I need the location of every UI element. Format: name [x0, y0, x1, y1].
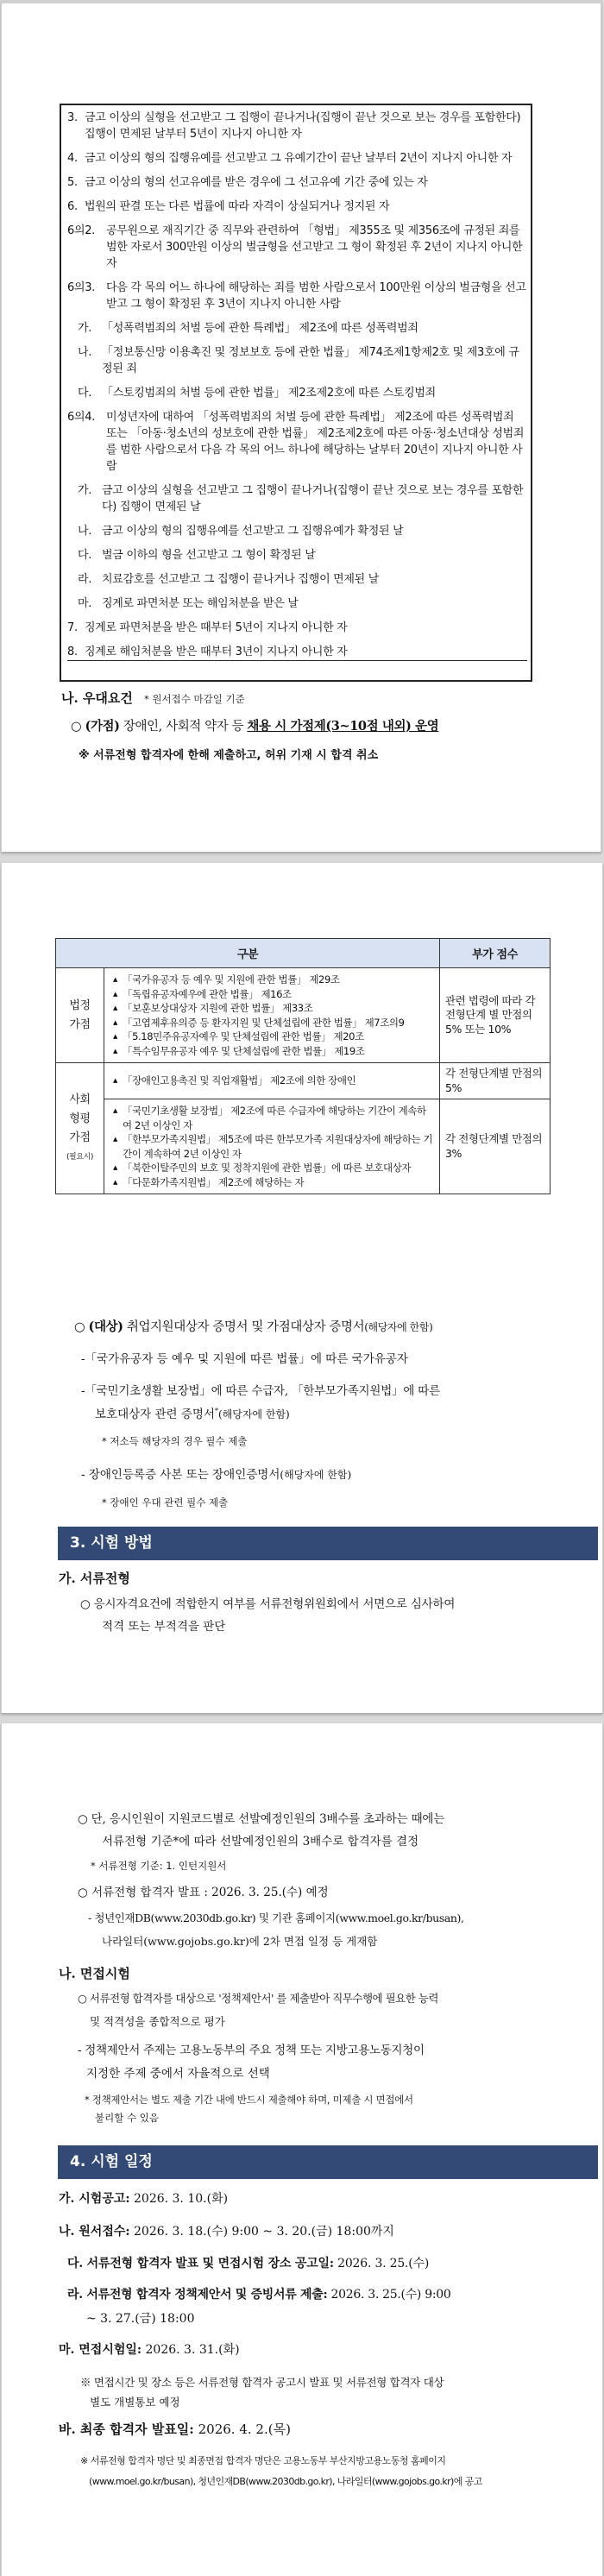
final-announcement-note: ※ 서류전형 합격자 명단 및 최종면접 합격자 명단은 고용노동부 부산지방고용노동청 홈페이지 — [80, 2455, 446, 2466]
table-row — [56, 1063, 551, 1099]
disqualification-subitem: 나. 금고 이상의 형의 집행유예를 선고받고 그 집행유예가 확정된 날 — [78, 525, 404, 538]
schedule-item: 다. 서류전형 합격자 발표 및 면접시험 장소 공고일: 2026. 3. 25.(수) — [67, 2257, 430, 2271]
circle-bullet-icon: ○ — [74, 1320, 85, 1334]
section-header-exam-method: 3. 시험 방법 — [58, 1527, 598, 1560]
screening-note: 서류전형 기준*에 따라 선발예정인원의 3배수로 합격자를 결정 — [102, 1835, 419, 1849]
law-item: ▲ 「특수임무유공자 예우 및 단체설립에 관한 법률」 제19조 — [113, 1044, 434, 1059]
target-bullet: ○ (대상) 취업지원대상자 증명서 및 가점대상자 증명서(해당자에 한함) — [74, 1319, 433, 1334]
score-cell: 각 전형단계별 만점의 5% — [440, 1063, 551, 1099]
interview-line: ○ 서류전형 합격자를 대상으로 '정책제안서' 를 제출받아 직무수행에 필요한 능력 — [78, 1992, 438, 2005]
law-item: ▲ 「5.18민주유공자예우 및 단체설립에 관한 법률」 제20조 — [113, 1030, 434, 1044]
preference-bullet: ○ (가점) 장애인, 사회적 약자 등 채용 시 가점제(3~10점 내외) 운영 — [71, 719, 439, 734]
schedule-item: 가. 시험공고: 2026. 3. 10.(화) — [59, 2192, 229, 2206]
score-cell: 각 전형단계별 만점의 3% — [440, 1099, 551, 1194]
interview-schedule-note: ※ 면접시간 및 장소 등은 서류전형 합격자 공고시 발표 및 서류전형 합격자 대상 — [80, 2376, 444, 2389]
table-header-score: 부가 점수 — [440, 939, 551, 968]
preference-underlined-text: 채용 시 가점제(3~10점 내외) 운영 — [247, 719, 439, 734]
screening-announcement-sites-cont: 나라일터(www.gojobs.go.kr)에 2차 면접 일정 등 게재함 — [102, 1935, 378, 1948]
disqualification-subitem: 마. 징계로 파면처분 또는 해임처분을 받은 날 — [78, 597, 299, 610]
table-row — [56, 1099, 551, 1194]
schedule-item: 나. 원서접수: 2026. 3. 18.(수) 9:00 ~ 3. 20.(금) 18:00까지 — [59, 2225, 394, 2239]
laws-cell — [104, 968, 440, 1063]
disqualification-item: 5. 금고 이상의 형의 선고유예를 받은 경우에 그 선고유예 기간 중에 있는 자 — [67, 176, 428, 189]
law-item: ▲ 「국민기초생활 보장법」 제2조에 따른 수급자에 해당하는 기간이 계속하여 2년 이상인 자 — [113, 1104, 434, 1132]
target-item-cont: 보호대상자 관련 증명서*(해당자에 한함) — [95, 1407, 290, 1421]
schedule-item-cont: ~ 3. 27.(금) 18:00 — [86, 2312, 195, 2326]
law-item: ▲ 「보훈보상대상자 지원에 관한 법률」 제33조 — [113, 1001, 434, 1016]
preference-heading: 나. 우대요건 — [61, 690, 133, 706]
disqualification-item: 6의2. 공무원으로 재직기간 중 직무와 관련하여 「형법」 제355조 및 제356조에 규정된 죄를 범한 자로서 300만원 이상의 벌금형을 선고받고 그 형이 확정된 후 2년이 지나지 아니한 자 — [67, 224, 523, 270]
disqualification-subitem: 다. 벌금 이하의 형을 선고받고 그 형이 확정된 날 — [78, 549, 316, 562]
law-item: ▲ 「독립유공자예우에 관한 법률」 제16조 — [113, 987, 434, 1002]
disqualification-subitem: 가. 「성폭력범죄의 처벌 등에 관한 특례법」 제2조에 따른 성폭력범죄 — [78, 322, 418, 335]
target-item: -「국민기초생활 보장법」에 따른 수급자, 「한부모가족지원법」에 따른 — [81, 1384, 440, 1398]
disqualification-subitem: 가. 금고 이상의 실형을 선고받고 그 집행이 끝나거나(집행이 끝난 것으로 보는 경우를 포함한다) 집행이 면제된 날 — [78, 484, 524, 513]
subsection-document-screening: 가. 서류전형 — [59, 1571, 130, 1586]
interview-schedule-note-cont: 별도 개별통보 예정 — [90, 2396, 180, 2409]
schedule-item: 바. 최종 합격자 발표일: 2026. 4. 2.(목) — [59, 2422, 291, 2437]
preference-heading-note: * 원서접수 마감일 기준 — [144, 693, 245, 705]
disqualification-item: 6. 법원의 판결 또는 다른 법률에 따라 자격이 상실되거나 정지된 자 — [67, 200, 390, 213]
interview-note-cont: 불리할 수 있음 — [95, 2112, 159, 2124]
preference-heading-row — [61, 689, 245, 707]
schedule-item: 마. 면접시험일: 2026. 3. 31.(화) — [59, 2343, 240, 2357]
interview-note: * 정책제안서는 별도 제출 기간 내에 반드시 제출해야 하며, 미제출 시 면접에서 — [85, 2094, 413, 2106]
screening-announcement: ○ 서류전형 합격자 발표 : 2026. 3. 25.(수) 예정 — [78, 1886, 329, 1899]
screening-bullet-cont: 적격 또는 부적격을 판단 — [102, 1620, 226, 1634]
target-note: * 저소득 해당자의 경우 필수 제출 — [102, 1435, 248, 1447]
subsection-interview: 나. 면접시험 — [59, 1966, 130, 1981]
law-item: ▲ 「고엽제후유의증 등 환자지원 및 단체설립에 관한 법률」 제7조의9 — [113, 1016, 434, 1030]
section-header-exam-schedule: 4. 시험 일정 — [58, 2145, 598, 2179]
disqualification-subitem: 다. 「스토킹범죄의 처벌 등에 관한 법률」 제2조제2호에 따른 스토킹범죄 — [78, 387, 436, 400]
target-item: - 장애인등록증 사본 또는 장애인증명서(해당자에 한함) — [81, 1468, 352, 1482]
target-item: -「국가유공자 등 예우 및 지원에 따른 법률」에 따른 국가유공자 — [81, 1352, 408, 1366]
category-cell: 사회 형평 가점 (필요시) — [56, 1063, 104, 1194]
screening-bullet: ○ 응시자격요건에 적합한지 여부를 서류전형위원회에서 서면으로 심사하여 — [80, 1597, 456, 1611]
disqualification-item: 4. 금고 이상의 형의 집행유예를 선고받고 그 유예기간이 끝난 날부터 2년이 지나지 아니한 자 — [67, 152, 513, 165]
preference-warning: ※ 서류전형 합격자에 한해 제출하고, 허위 기재 시 합격 취소 — [79, 749, 379, 762]
bonus-points-table — [55, 938, 551, 1194]
table-header-row — [56, 939, 551, 968]
interview-line: - 정책제안서 주제는 고용노동부의 주요 정책 또는 지방고용노동지청이 — [78, 2044, 425, 2057]
target-note: * 장애인 우대 관련 필수 제출 — [102, 1496, 229, 1508]
table-header-category: 구분 — [56, 939, 440, 968]
document-page-1 — [1, 0, 601, 852]
law-item: ▲ 「장애인고용촉진 및 직업재활법」 제2조에 의한 장애인 — [113, 1074, 434, 1088]
law-item: ▲ 「북한이탈주민의 보호 및 정착지원에 관한 법률」에 따른 보호대상자 — [113, 1161, 434, 1175]
screening-announcement-sites: - 청년인재DB(www.2030db.go.kr) 및 기관 홈페이지(www.moel.go.kr/busan), — [88, 1912, 464, 1924]
disqualification-subitem: 라. 치료감호를 선고받고 그 집행이 끝나거나 집행이 면제된 날 — [78, 573, 380, 586]
circle-bullet-icon: ○ — [71, 720, 82, 734]
category-cell: 법정 가점 — [56, 968, 104, 1063]
interview-line: 및 적격성을 종합적으로 평가 — [90, 2015, 225, 2028]
disqualification-box — [60, 104, 532, 682]
law-item: ▲ 「국가유공자 등 예우 및 지원에 관한 법률」 제29조 — [113, 973, 434, 987]
laws-cell — [104, 1063, 440, 1099]
disqualification-item: 6의4. 미성년자에 대하여 「성폭력범죄의 처벌 등에 관한 특례법」 제2조에 따른 성폭력범죄 또는 「아동·청소년의 성보호에 관한 법률」 제2조제2호에 따른 아동·청소년대상 성범죄를 범한 사람으로서 다음 각 목의 어느 하나에 해당하는 날부터 20년이 지나지 아니한 사람 — [67, 411, 525, 473]
final-announcement-note-cont: (www.moel.go.kr/busan), 청년인재DB(www.2030db.go.kr), 나라일터(www.gojobs.go.kr)에 공고 — [89, 2476, 482, 2487]
score-cell: 관련 법령에 따라 각 전형단계 별 만점의 5% 또는 10% — [440, 968, 551, 1063]
screening-criteria-note: * 서류전형 기준: 1. 인턴지원서 — [91, 1860, 227, 1872]
table-row — [56, 968, 551, 1063]
disqualification-item: 7. 징계로 파면처분을 받은 때부터 5년이 지나지 아니한 자 — [67, 621, 348, 634]
interview-line: 지정한 주제 중에서 자율적으로 선택 — [86, 2067, 270, 2081]
schedule-item: 라. 서류전형 합격자 정책제안서 및 증빙서류 제출: 2026. 3. 25.(수) 9:00 — [67, 2288, 451, 2302]
law-item: ▲ 「한부모가족지원법」 제5조에 따른 한부모가족 지원대상자에 해당하는 기간이 계속하여 2년 이상인 자 — [113, 1132, 434, 1161]
disqualification-item: 6의3. 다음 각 목의 어느 하나에 해당하는 죄를 범한 사람으로서 100만원 이상의 벌금형을 선고받고 그 형이 확정된 후 3년이 지나지 아니한 사람 — [67, 281, 526, 311]
disqualification-item: 3. 금고 이상의 실형을 선고받고 그 집행이 끝나거나(집행이 끝난 것으로 보는 경우를 포함한다) 집행이 면제된 날부터 5년이 지나지 아니한 자 — [67, 111, 521, 141]
disqualification-item: 8. 징계로 해임처분을 받은 때부터 3년이 지나지 아니한 자 — [67, 644, 527, 661]
law-item: ▲ 「다문화가족지원법」 제2조에 해당하는 자 — [113, 1175, 434, 1190]
laws-cell — [104, 1099, 440, 1194]
screening-note: ○ 단, 응시인원이 지원코드별로 선발예정인원의 3배수를 초과하는 때에는 — [78, 1812, 445, 1826]
disqualification-subitem: 나. 「정보통신망 이용촉진 및 정보보호 등에 관한 법률」 제74조제1항제2호 및 제3호에 규정된 죄 — [78, 346, 519, 375]
